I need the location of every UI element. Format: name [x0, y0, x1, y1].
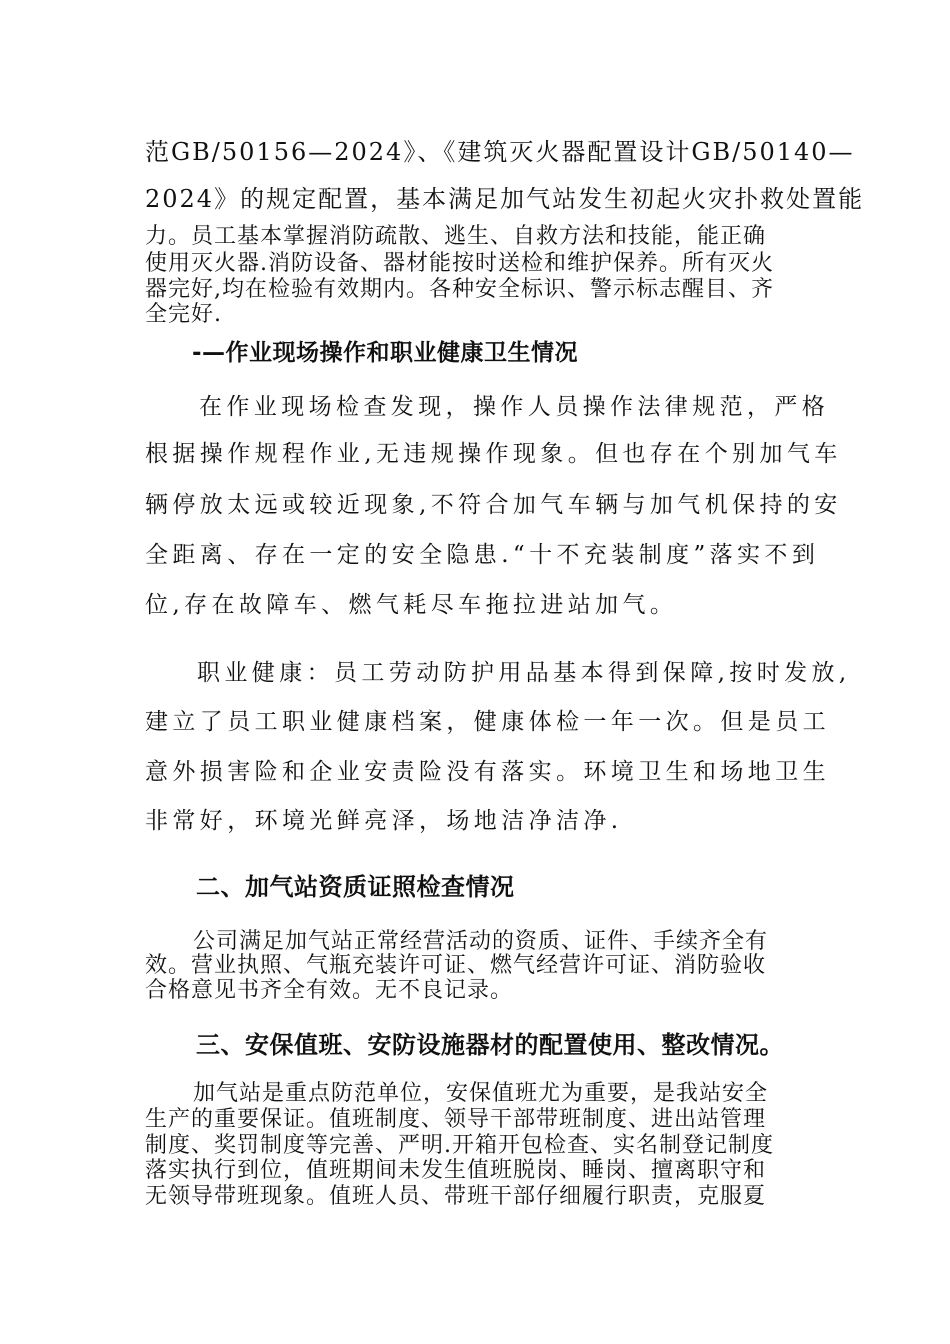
text-line: 制度、奖罚制度等完善、严明.开箱开包检查、实名制登记制度 [145, 1133, 774, 1158]
text-line: 生产的重要保证。值班制度、领导干部带班制度、进出站管理 [145, 1107, 767, 1132]
text-line: 使用灭火器.消防设备、器材能按时送检和维护保养。所有灭火 [145, 251, 774, 276]
text-line: 意外损害险和企业安责险没有落实。环境卫生和场地卫生 [145, 759, 830, 785]
text-line: 位,存在故障车、燃气耗尽车拖拉进站加气。 [145, 592, 678, 618]
text-line: 器完好,均在检验有效期内。各种安全标识、警示标志醒目、齐 [145, 277, 774, 302]
text-line: 根据操作规程作业,无违规操作现象。但也存在个别加气车 [145, 441, 842, 467]
text-line: 在作业现场检查发现，操作人员操作法律规范，严格 [199, 394, 830, 420]
text-line: 范GB/50156—2024》、《建筑灭火器配置设计GB/50140— [145, 138, 855, 166]
text-line: 效。营业执照、气瓶充装许可证、燃气经营许可证、消防验收 [145, 953, 767, 978]
text-line: 全距离、存在一定的安全隐患.“十不充装制度”落实不到 [145, 542, 820, 568]
text-line: 非常好，环境光鲜亮泽，场地洁净洁净. [145, 808, 623, 834]
text-line: 职业健康：员工劳动防护用品基本得到保障,按时发放, [197, 660, 851, 686]
text-line: 建立了员工职业健康档案，健康体检一年一次。但是员工 [145, 709, 830, 735]
section-heading: 三、安保值班、安防设施器材的配置使用、整改情况。 [196, 1031, 784, 1059]
text-line: 辆停放太远或较近现象,不符合加气车辆与加气机保持的安 [145, 492, 842, 518]
text-line: 公司满足加气站正常经营活动的资质、证件、手续齐全有 [193, 929, 769, 954]
section-heading: 二、加气站资质证照检查情况 [196, 873, 515, 901]
text-line: 合格意见书齐全有效。无不良记录。 [145, 978, 514, 1003]
text-line: 落实执行到位，值班期间未发生值班脱岗、睡岗、擅离职守和 [145, 1158, 767, 1183]
text-line: 2024》的规定配置，基本满足加气站发生初起火灾扑救处置能 [145, 185, 865, 213]
text-line: 全完好. [145, 302, 222, 327]
text-line: 力。员工基本掌握消防疏散、逃生、自救方法和技能，能正确 [145, 224, 767, 249]
text-line: 无领导带班现象。值班人员、带班干部仔细履行职责，克服夏 [145, 1184, 767, 1209]
section-heading: -—作业现场操作和职业健康卫生情况 [192, 340, 579, 366]
text-line: 加气站是重点防范单位，安保值班尤为重要，是我站安全 [193, 1081, 769, 1106]
